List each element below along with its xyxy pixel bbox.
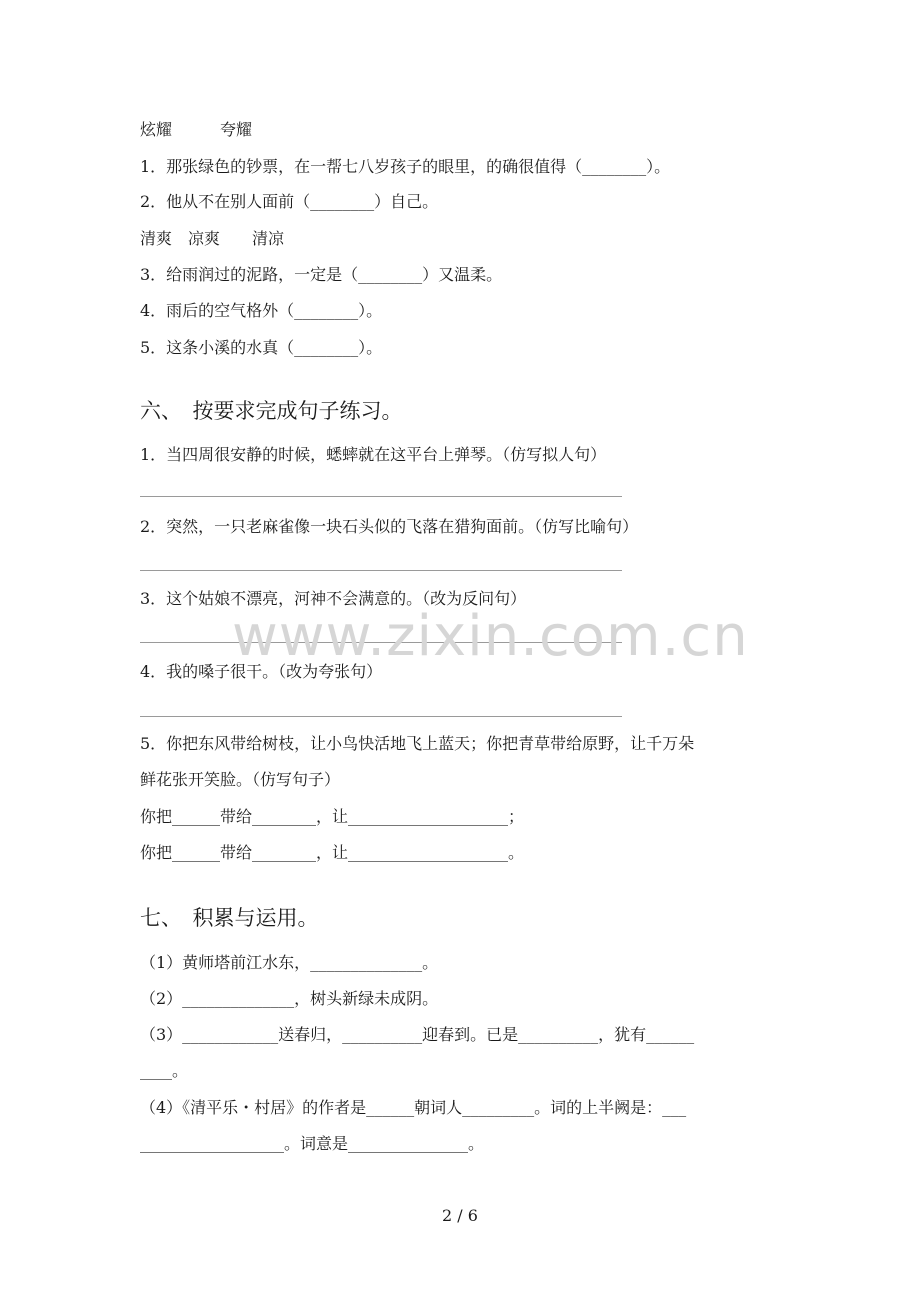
question-1: 1．那张绿色的钞票，在一帮七八岁孩子的眼里，的确很值得（________）。 xyxy=(140,157,671,176)
section-7-line-2: （2）______________，树头新绿未成阴。 xyxy=(140,989,439,1008)
word-choice-group-1: 炫耀 夸耀 xyxy=(140,120,253,139)
section-6-item-5-line-2: 鲜花张开笑脸。（仿写句子） xyxy=(140,770,341,789)
question-3: 3．给雨润过的泥路，一定是（________）又温柔。 xyxy=(140,265,503,284)
section-7-line-3b: ____。 xyxy=(140,1061,189,1080)
answer-line-4[interactable] xyxy=(140,716,622,717)
section-7-line-4a: （4）《清平乐・村居》的作者是______朝词人_________。词的上半阙是：___ xyxy=(140,1098,687,1117)
watermark: www.zixin.com.cn xyxy=(232,604,749,669)
section-6-item-3: 3．这个姑娘不漂亮，河神不会满意的。（改为反问句） xyxy=(140,589,527,608)
section-6-item-1: 1．当四周很安静的时候，蟋蟀就在这平台上弹琴。（仿写拟人句） xyxy=(140,445,607,464)
word-choice-group-2: 清爽 凉爽 清凉 xyxy=(140,229,285,248)
question-4: 4．雨后的空气格外（________）。 xyxy=(140,301,383,320)
answer-line-2[interactable] xyxy=(140,570,622,571)
section-7-line-1: （1）黄师塔前江水东，______________。 xyxy=(140,953,439,972)
section-7-title: 七、 积累与运用。 xyxy=(140,906,319,930)
section-6-title: 六、 按要求完成句子练习。 xyxy=(140,399,403,423)
section-6-item-4: 4．我的嗓子很干。（改为夸张句） xyxy=(140,662,383,681)
page-number: 2 / 6 xyxy=(442,1206,478,1225)
fill-blank-2: 你把______带给________，让____________________。 xyxy=(140,843,525,862)
section-7-line-4b: __________________。词意是_______________。 xyxy=(140,1134,485,1153)
section-6-item-5-line-1: 5．你把东风带给树枝，让小鸟快活地飞上蓝天；你把青草带给原野，让千万朵 xyxy=(140,734,695,753)
fill-blank-1: 你把______带给________，让____________________； xyxy=(140,807,525,826)
section-6-item-2: 2．突然，一只老麻雀像一块石头似的飞落在猎狗面前。（仿写比喻句） xyxy=(140,517,639,536)
section-7-line-3a: （3）____________送春归，__________迎春到。已是__________，犹有______ xyxy=(140,1025,695,1044)
question-5: 5．这条小溪的水真（________）。 xyxy=(140,338,383,357)
answer-line-1[interactable] xyxy=(140,496,622,497)
question-2: 2．他从不在别人面前（________）自己。 xyxy=(140,192,439,211)
